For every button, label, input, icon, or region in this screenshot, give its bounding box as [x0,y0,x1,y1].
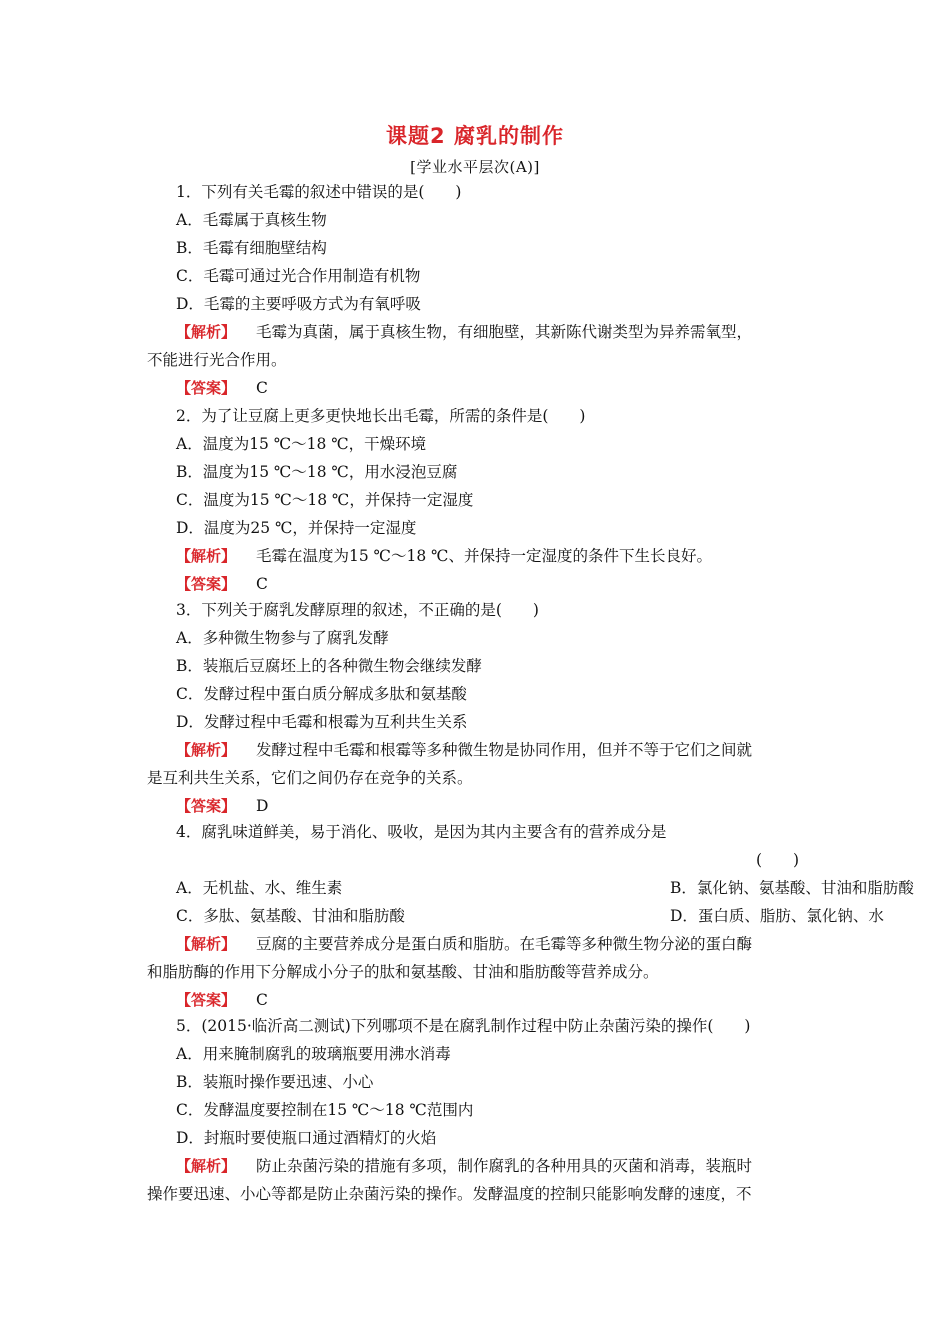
q2-stem: 2．为了让豆腐上更多更快地长出毛霉，所需的条件是( ) [176,407,586,425]
q5-analysis-cont: 操作要迅速、小心等都是防止杂菌污染的操作。发酵温度的控制只能影响发酵的速度，不 [147,1185,752,1203]
q1-option-c: C．毛霉可通过光合作用制造有机物 [176,267,421,285]
analysis-label: 【解析】 [176,1157,237,1175]
q2-option-b: B．温度为15 ℃～18 ℃，用水浸泡豆腐 [176,463,458,481]
q1-option-b: B．毛霉有细胞壁结构 [176,239,327,257]
q3-option-d: D．发酵过程中毛霉和根霉为互利共生关系 [176,713,468,731]
q2-answer: 【答案】 C [176,575,268,593]
q4-option-a: A．无机盐、水、维生素 [176,879,343,897]
page-title: 课题2 腐乳的制作 [386,124,564,148]
q3-answer: 【答案】 D [176,797,269,815]
q3-option-c: C．发酵过程中蛋白质分解成多肽和氨基酸 [176,685,467,703]
level-subtitle: [学业水平层次(A)] [410,158,540,176]
analysis-label: 【解析】 [176,741,237,759]
q4-analysis-cont: 和脂肪酶的作用下分解成小分子的肽和氨基酸、甘油和脂肪酸等营养成分。 [147,963,659,981]
q3-analysis: 【解析】 发酵过程中毛霉和根霉等多种微生物是协同作用，但并不等于它们之间就 [176,741,753,759]
q3-option-b: B．装瓶后豆腐坯上的各种微生物会继续发酵 [176,657,482,675]
q3-stem: 3．下列关于腐乳发酵原理的叙述，不正确的是( ) [176,601,539,619]
analysis-label: 【解析】 [176,547,237,565]
q4-stem: 4．腐乳味道鲜美，易于消化、吸收，是因为其内主要含有的营养成分是 [176,823,667,841]
answer-label: 【答案】 [176,379,237,397]
q2-option-a: A．温度为15 ℃～18 ℃，干燥环境 [176,435,427,453]
q5-option-d: D．封瓶时要使瓶口通过酒精灯的火焰 [176,1129,437,1147]
q2-option-d: D．温度为25 ℃，并保持一定湿度 [176,519,417,537]
q1-option-a: A．毛霉属于真核生物 [176,211,327,229]
q1-answer: 【答案】 C [176,379,268,397]
q5-option-c: C．发酵温度要控制在15 ℃～18 ℃范围内 [176,1101,474,1119]
q2-analysis: 【解析】 毛霉在温度为15 ℃～18 ℃、并保持一定湿度的条件下生长良好。 [176,547,712,565]
answer-label: 【答案】 [176,575,237,593]
q4-option-d: D．蛋白质、脂肪、氯化钠、水 [670,907,884,925]
q4-option-c: C．多肽、氨基酸、甘油和脂肪酸 [176,907,405,925]
q1-analysis: 【解析】 毛霉为真菌，属于真核生物，有细胞壁，其新陈代谢类型为异养需氧型， [176,323,753,341]
q5-option-b: B．装瓶时操作要迅速、小心 [176,1073,374,1091]
analysis-label: 【解析】 [176,935,237,953]
q4-answer: 【答案】 C [176,991,268,1009]
q2-option-c: C．温度为15 ℃～18 ℃，并保持一定湿度 [176,491,474,509]
q4-options-row-1 [176,878,914,898]
q3-option-a: A．多种微生物参与了腐乳发酵 [176,629,389,647]
q5-stem: 5．(2015·临沂高二测试)下列哪项不是在腐乳制作过程中防止杂菌污染的操作( ) [176,1017,751,1035]
q4-option-b: B．氯化钠、氨基酸、甘油和脂肪酸 [670,879,914,897]
q5-analysis: 【解析】 防止杂菌污染的措施有多项，制作腐乳的各种用具的灭菌和消毒，装瓶时 [176,1157,753,1175]
q5-option-a: A．用来腌制腐乳的玻璃瓶要用沸水消毒 [176,1045,451,1063]
analysis-label: 【解析】 [176,323,237,341]
q1-stem: 1．下列有关毛霉的叙述中错误的是( ) [176,183,462,201]
q3-analysis-cont: 是互利共生关系，它们之间仍存在竞争的关系。 [147,769,473,787]
q4-options-row-2 [176,906,884,926]
q1-option-d: D．毛霉的主要呼吸方式为有氧呼吸 [176,295,421,313]
q4-analysis: 【解析】 豆腐的主要营养成分是蛋白质和脂肪。在毛霉等多种微生物分泌的蛋白酶 [176,935,753,953]
q1-analysis-cont: 不能进行光合作用。 [147,351,287,369]
answer-label: 【答案】 [176,991,237,1009]
answer-label: 【答案】 [176,797,237,815]
q4-answer-bracket: ( ) [756,851,800,869]
